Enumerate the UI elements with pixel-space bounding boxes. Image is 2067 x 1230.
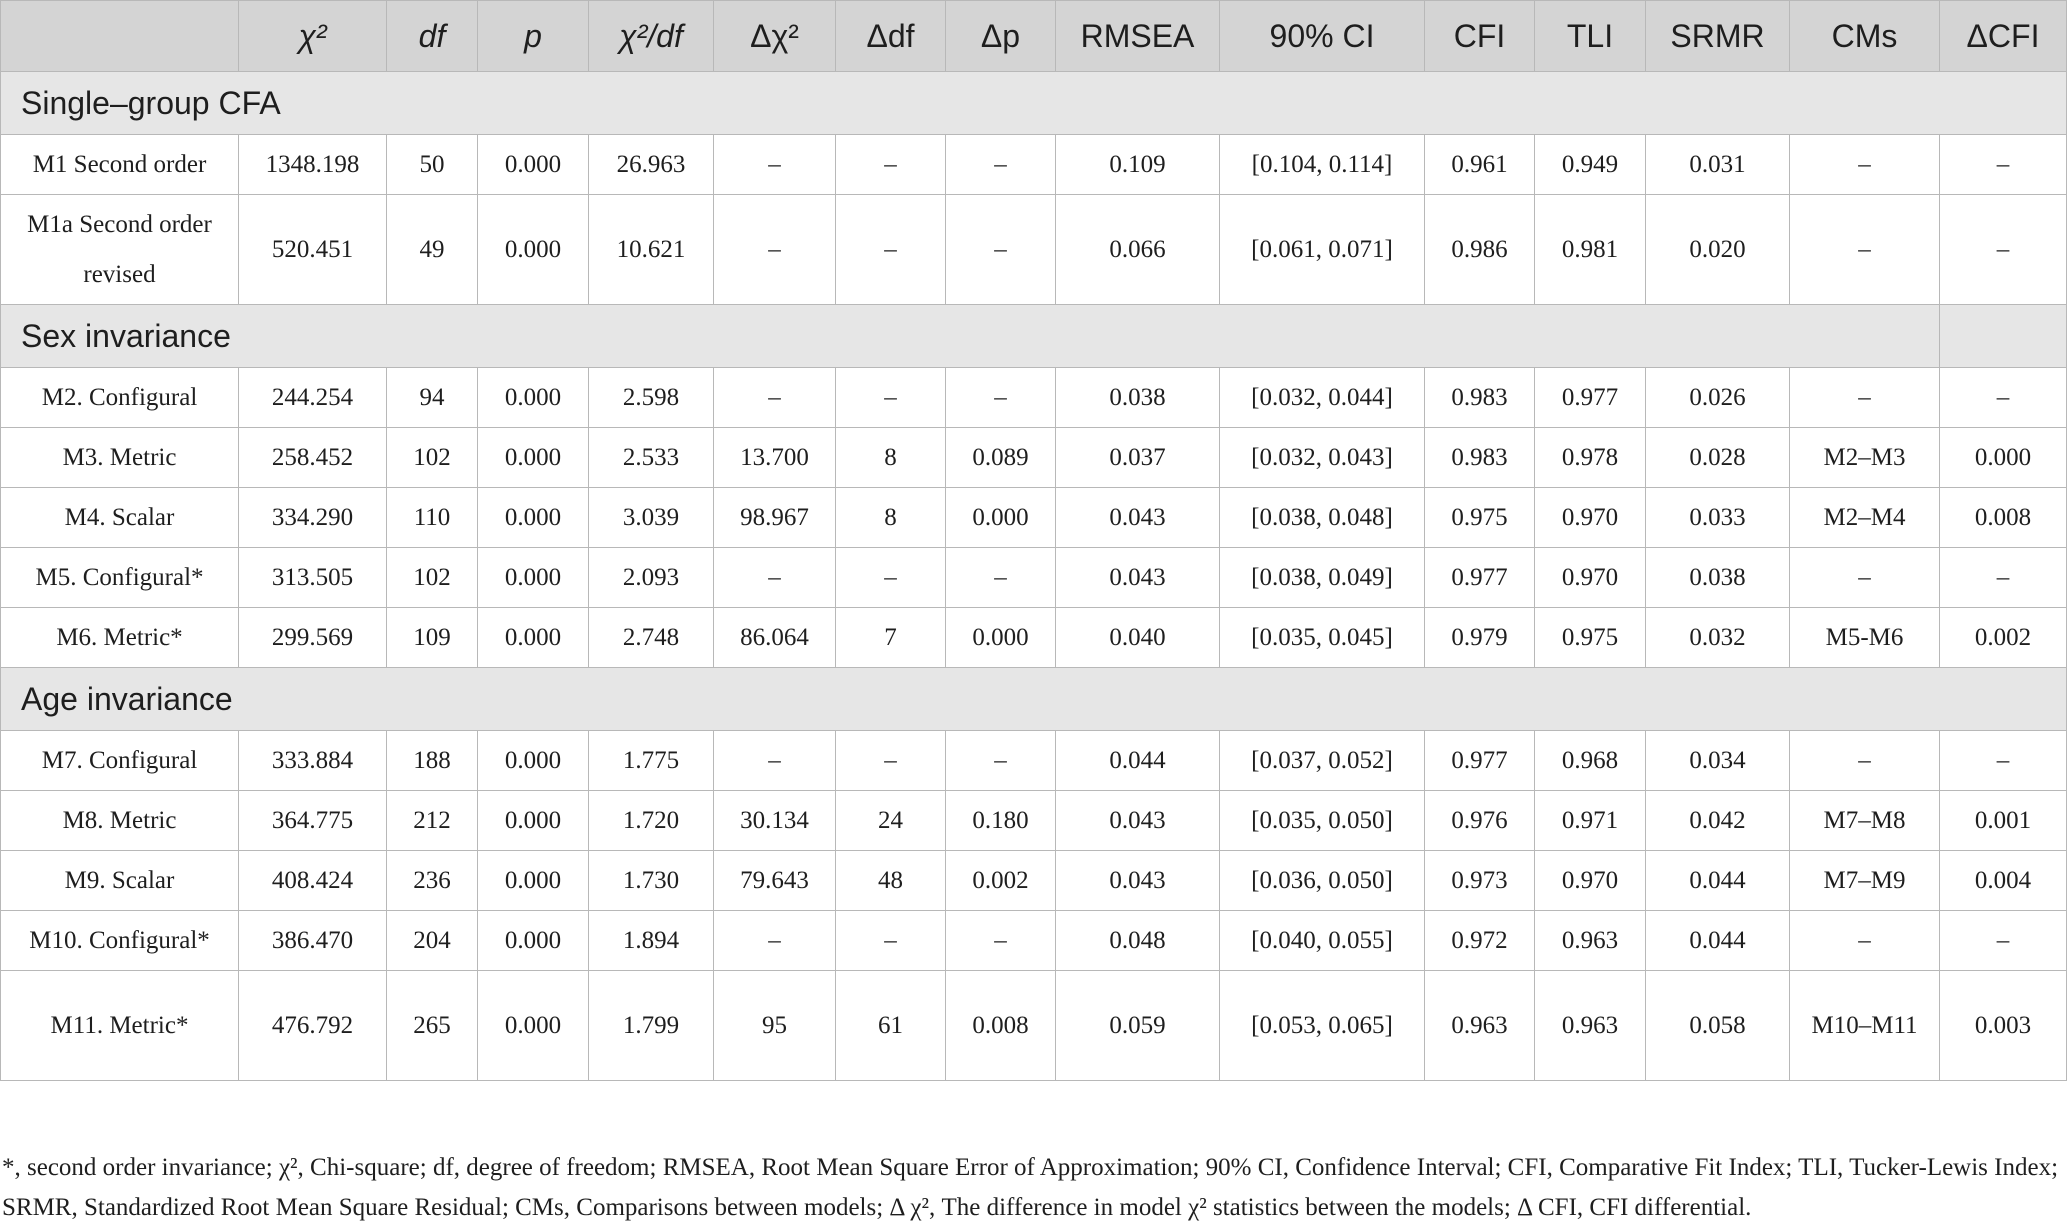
cell-delta-chi-square: 13.700 [714,428,836,488]
cell-delta-chi-square: – [714,911,836,971]
col-header-delta-df: Δdf [836,1,946,72]
cell-chi-square: 476.792 [239,971,387,1081]
cell-delta-chi-square: – [714,195,836,305]
table-row [1,971,2067,1081]
cell-cfi: 0.983 [1425,428,1535,488]
cell-rmsea: 0.037 [1056,428,1220,488]
cell-chi-square: 364.775 [239,791,387,851]
cell-rmsea: 0.066 [1056,195,1220,305]
cell-90-ci: [0.032, 0.043] [1220,428,1425,488]
cell-chi-square-df: 2.533 [589,428,714,488]
cell-df: 212 [387,791,478,851]
cell-delta-p: – [946,135,1056,195]
cell-cfi: 0.977 [1425,731,1535,791]
cell-rmsea: 0.059 [1056,971,1220,1081]
cell-model: M1a Second order revised [1,195,239,305]
cell-p: 0.000 [478,791,589,851]
cell-delta-p: – [946,368,1056,428]
cell-cfi: 0.976 [1425,791,1535,851]
cell-cfi: 0.986 [1425,195,1535,305]
cell-chi-square-df: 2.748 [589,608,714,668]
cell-cms: – [1790,368,1940,428]
col-header-srmr: SRMR [1646,1,1790,72]
table-row [1,911,2067,971]
cell-p: 0.000 [478,548,589,608]
cell-90-ci: [0.032, 0.044] [1220,368,1425,428]
cell-delta-p: – [946,548,1056,608]
cell-chi-square-df: 1.730 [589,851,714,911]
cell-tli: 0.963 [1535,971,1646,1081]
cell-chi-square-df: 1.799 [589,971,714,1081]
cell-chi-square: 1348.198 [239,135,387,195]
cell-delta-df: – [836,911,946,971]
cell-cms: – [1790,731,1940,791]
cell-chi-square: 244.254 [239,368,387,428]
cell-p: 0.000 [478,368,589,428]
cell-chi-square-df: 2.598 [589,368,714,428]
cell-p: 0.000 [478,428,589,488]
cell-srmr: 0.031 [1646,135,1790,195]
cell-90-ci: [0.040, 0.055] [1220,911,1425,971]
col-header-cms: CMs [1790,1,1940,72]
table-row [1,195,2067,305]
cell-delta-chi-square: – [714,548,836,608]
cell-srmr: 0.044 [1646,851,1790,911]
cell-chi-square-df: 1.775 [589,731,714,791]
cell-rmsea: 0.044 [1056,731,1220,791]
cell-tli: 0.970 [1535,851,1646,911]
cell-tli: 0.981 [1535,195,1646,305]
cell-delta-p: – [946,195,1056,305]
cell-rmsea: 0.048 [1056,911,1220,971]
table-row [1,791,2067,851]
cell-chi-square-df: 3.039 [589,488,714,548]
cell-model: M1 Second order [1,135,239,195]
cell-chi-square-df: 1.720 [589,791,714,851]
cell-rmsea: 0.038 [1056,368,1220,428]
table-row [1,731,2067,791]
cell-cms: – [1790,911,1940,971]
cell-delta-df: – [836,368,946,428]
cell-chi-square: 520.451 [239,195,387,305]
cell-p: 0.000 [478,731,589,791]
cell-p: 0.000 [478,971,589,1081]
cell-df: 102 [387,428,478,488]
cell-90-ci: [0.035, 0.050] [1220,791,1425,851]
cell-chi-square-df: 10.621 [589,195,714,305]
cell-delta-cfi: 0.002 [1940,608,2067,668]
cell-rmsea: 0.043 [1056,488,1220,548]
cell-df: 110 [387,488,478,548]
table-row [1,368,2067,428]
cell-cms: M2–M4 [1790,488,1940,548]
cell-delta-cfi: – [1940,731,2067,791]
cell-delta-p: 0.089 [946,428,1056,488]
cell-model: M4. Scalar [1,488,239,548]
cell-delta-chi-square: – [714,135,836,195]
section-title: Age invariance [1,668,2067,731]
cell-df: 204 [387,911,478,971]
cell-delta-df: – [836,135,946,195]
cell-delta-cfi: – [1940,195,2067,305]
cell-chi-square: 299.569 [239,608,387,668]
cell-df: 94 [387,368,478,428]
header-row [1,1,2067,72]
cell-delta-p: 0.000 [946,488,1056,548]
cell-cfi: 0.972 [1425,911,1535,971]
col-header-delta-chi-square: Δχ² [714,1,836,72]
col-header-delta-p: Δp [946,1,1056,72]
cell-90-ci: [0.061, 0.071] [1220,195,1425,305]
cell-model: M7. Configural [1,731,239,791]
cell-model: M10. Configural* [1,911,239,971]
cell-delta-df: 8 [836,488,946,548]
section-row [1,72,2067,135]
cell-delta-df: 48 [836,851,946,911]
section-title: Sex invariance [1,305,1940,368]
cell-cms: M7–M8 [1790,791,1940,851]
cell-cfi: 0.961 [1425,135,1535,195]
cell-delta-p: 0.180 [946,791,1056,851]
table-footnote: *, second order invariance; χ², Chi-square; df, degree of freedom; RMSEA, Root Mean Square Error of Approximation; 90% CI, Confidence Interval; CFI, Comparative Fit Index; TLI, Tucker-Lewis Index; SRMR, Standardized Root Mean Square Residual; CMs, Comparisons between models; Δ χ², The difference in model χ² statistics between the models; Δ CFI, CFI differential. [2,1154,2059,1221]
col-header-tli: TLI [1535,1,1646,72]
col-header-df: df [387,1,478,72]
cell-tli: 0.970 [1535,488,1646,548]
cell-delta-df: – [836,195,946,305]
section-row [1,305,2067,368]
cell-chi-square-df: 2.093 [589,548,714,608]
cell-rmsea: 0.043 [1056,548,1220,608]
cell-cfi: 0.975 [1425,488,1535,548]
table-row [1,428,2067,488]
cell-90-ci: [0.038, 0.049] [1220,548,1425,608]
cell-delta-p: 0.002 [946,851,1056,911]
cell-delta-cfi: 0.000 [1940,428,2067,488]
cell-srmr: 0.034 [1646,731,1790,791]
cell-df: 188 [387,731,478,791]
col-header-p: p [478,1,589,72]
cell-cms: M7–M9 [1790,851,1940,911]
cell-rmsea: 0.043 [1056,851,1220,911]
cell-90-ci: [0.053, 0.065] [1220,971,1425,1081]
col-header-cfi: CFI [1425,1,1535,72]
cell-tli: 0.963 [1535,911,1646,971]
cell-p: 0.000 [478,135,589,195]
cell-df: 49 [387,195,478,305]
cell-model: M6. Metric* [1,608,239,668]
cell-cfi: 0.973 [1425,851,1535,911]
cell-delta-df: 24 [836,791,946,851]
cell-delta-cfi: – [1940,368,2067,428]
col-header-chi-square: χ² [239,1,387,72]
cell-chi-square: 408.424 [239,851,387,911]
cell-df: 265 [387,971,478,1081]
cell-delta-chi-square: – [714,368,836,428]
cell-chi-square: 258.452 [239,428,387,488]
cell-chi-square: 334.290 [239,488,387,548]
cell-srmr: 0.026 [1646,368,1790,428]
cell-p: 0.000 [478,488,589,548]
cell-cfi: 0.977 [1425,548,1535,608]
table-body [1,72,2067,1081]
cell-srmr: 0.028 [1646,428,1790,488]
cell-tli: 0.949 [1535,135,1646,195]
cell-delta-cfi: 0.003 [1940,971,2067,1081]
cell-p: 0.000 [478,608,589,668]
cell-tli: 0.975 [1535,608,1646,668]
cell-tli: 0.971 [1535,791,1646,851]
cell-delta-chi-square: 95 [714,971,836,1081]
cell-model: M9. Scalar [1,851,239,911]
cell-model: M11. Metric* [1,971,239,1081]
cell-chi-square-df: 1.894 [589,911,714,971]
cell-srmr: 0.058 [1646,971,1790,1081]
cell-srmr: 0.020 [1646,195,1790,305]
cell-p: 0.000 [478,911,589,971]
cell-delta-cfi: – [1940,135,2067,195]
cell-srmr: 0.038 [1646,548,1790,608]
cell-rmsea: 0.040 [1056,608,1220,668]
cell-delta-p: – [946,731,1056,791]
cell-delta-cfi: 0.001 [1940,791,2067,851]
cell-delta-p: 0.000 [946,608,1056,668]
table-row [1,548,2067,608]
cell-cms: – [1790,548,1940,608]
cell-delta-chi-square: 30.134 [714,791,836,851]
cell-delta-p: 0.008 [946,971,1056,1081]
table-row [1,851,2067,911]
cell-delta-df: 7 [836,608,946,668]
cell-cfi: 0.983 [1425,368,1535,428]
cell-tli: 0.978 [1535,428,1646,488]
cell-p: 0.000 [478,851,589,911]
section-title: Single–group CFA [1,72,2067,135]
cell-delta-chi-square: 98.967 [714,488,836,548]
cell-90-ci: [0.104, 0.114] [1220,135,1425,195]
cell-chi-square: 386.470 [239,911,387,971]
cell-srmr: 0.042 [1646,791,1790,851]
cell-90-ci: [0.036, 0.050] [1220,851,1425,911]
col-header-chi-square-df: χ²/df [589,1,714,72]
cell-cfi: 0.963 [1425,971,1535,1081]
cell-delta-cfi: – [1940,911,2067,971]
cell-srmr: 0.032 [1646,608,1790,668]
cell-delta-chi-square: – [714,731,836,791]
cell-model: M3. Metric [1,428,239,488]
cell-delta-cfi: 0.004 [1940,851,2067,911]
cell-cfi: 0.979 [1425,608,1535,668]
cell-cms: M2–M3 [1790,428,1940,488]
cell-delta-df: – [836,548,946,608]
cell-delta-cfi: 0.008 [1940,488,2067,548]
cell-tli: 0.977 [1535,368,1646,428]
cell-df: 109 [387,608,478,668]
cell-delta-p: – [946,911,1056,971]
cell-tli: 0.968 [1535,731,1646,791]
cell-df: 102 [387,548,478,608]
cell-model: M5. Configural* [1,548,239,608]
cell-srmr: 0.033 [1646,488,1790,548]
cell-rmsea: 0.043 [1056,791,1220,851]
cell-rmsea: 0.109 [1056,135,1220,195]
cell-90-ci: [0.037, 0.052] [1220,731,1425,791]
cell-90-ci: [0.038, 0.048] [1220,488,1425,548]
section-row [1,668,2067,731]
cell-cms: M5-M6 [1790,608,1940,668]
cell-cms: M10–M11 [1790,971,1940,1081]
cell-90-ci: [0.035, 0.045] [1220,608,1425,668]
cell-model: M8. Metric [1,791,239,851]
table-row [1,608,2067,668]
cell-df: 50 [387,135,478,195]
cell-delta-df: 8 [836,428,946,488]
cell-model: M2. Configural [1,368,239,428]
cell-cms: – [1790,135,1940,195]
table-row [1,488,2067,548]
col-header-model [1,1,239,72]
cell-delta-df: 61 [836,971,946,1081]
cell-chi-square: 333.884 [239,731,387,791]
cell-df: 236 [387,851,478,911]
table-row [1,135,2067,195]
cell-cms: – [1790,195,1940,305]
col-header-90-ci: 90% CI [1220,1,1425,72]
col-header-delta-cfi: ΔCFI [1940,1,2067,72]
section-filler-cell [1940,305,2067,368]
cell-tli: 0.970 [1535,548,1646,608]
cell-delta-chi-square: 79.643 [714,851,836,911]
cell-delta-chi-square: 86.064 [714,608,836,668]
cell-delta-df: – [836,731,946,791]
cell-delta-cfi: – [1940,548,2067,608]
cell-srmr: 0.044 [1646,911,1790,971]
cell-p: 0.000 [478,195,589,305]
col-header-rmsea: RMSEA [1056,1,1220,72]
cell-chi-square: 313.505 [239,548,387,608]
cell-chi-square-df: 26.963 [589,135,714,195]
